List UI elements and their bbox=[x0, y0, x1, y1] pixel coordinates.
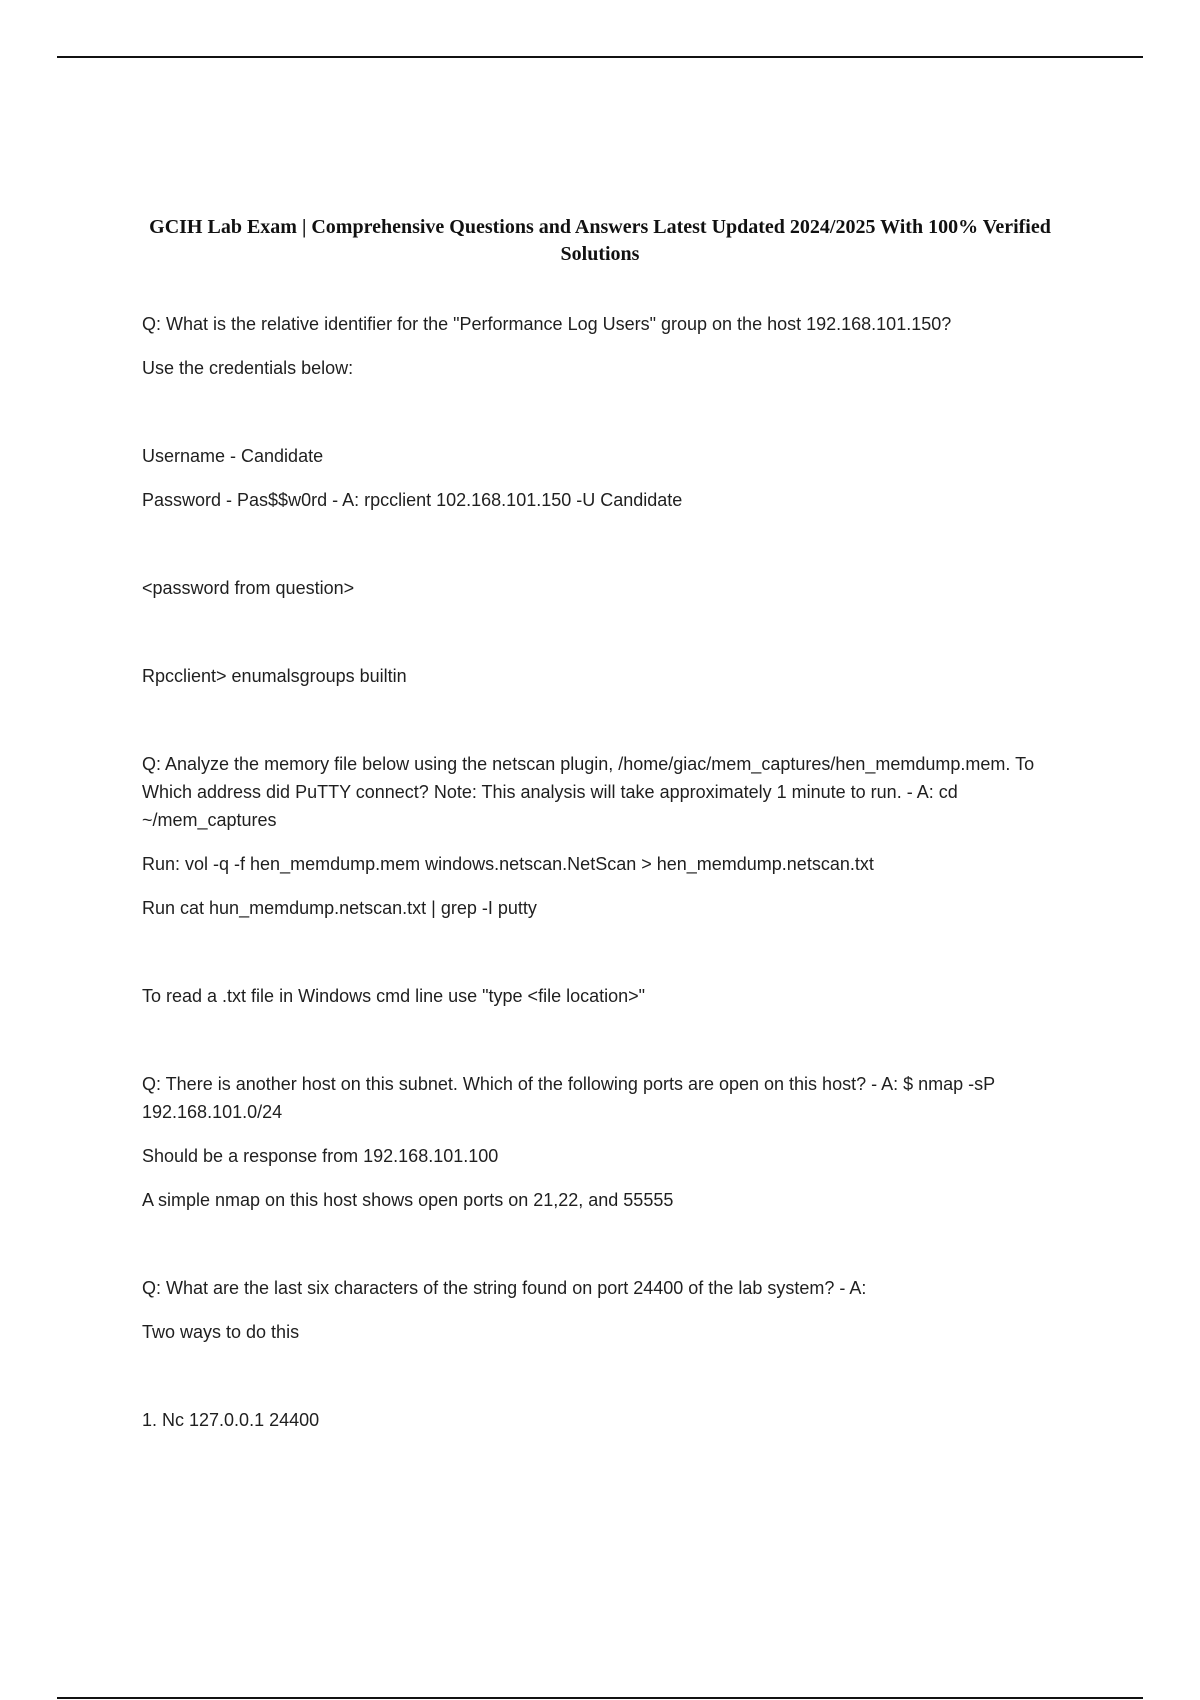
spacer bbox=[142, 618, 1072, 662]
spacer bbox=[142, 1362, 1072, 1406]
grep-command-line: Run cat hun_memdump.netscan.txt | grep -I putty bbox=[142, 898, 537, 918]
spacer bbox=[142, 938, 1072, 982]
nmap-response-line: Should be a response from 192.168.101.100 bbox=[142, 1146, 499, 1166]
top-rule bbox=[57, 56, 1143, 58]
password-answer-line: Password - Pas$$w0rd - A: rpcclient 102.168.101.150 -U Candidate bbox=[142, 490, 683, 510]
bottom-rule bbox=[57, 1697, 1143, 1699]
spacer bbox=[142, 1230, 1072, 1274]
question-2: Q: Analyze the memory file below using the netscan plugin, /home/giac/mem_captures/hen_memdump.mem. To Which address did PuTTY connect? Note: This analysis will take approximately 1 minute to run. - A: cd ~/mem_captures bbox=[142, 754, 1035, 830]
two-ways-line: Two ways to do this bbox=[142, 1322, 300, 1342]
spacer bbox=[142, 706, 1072, 750]
credentials-intro: Use the credentials below: bbox=[142, 358, 354, 378]
username-line: Username - Candidate bbox=[142, 446, 324, 466]
spacer bbox=[142, 530, 1072, 574]
document-body bbox=[142, 310, 1072, 1450]
password-placeholder-line: <password from question> bbox=[142, 578, 355, 598]
spacer bbox=[142, 398, 1072, 442]
question-1: Q: What is the relative identifier for the "Performance Log Users" group on the host 192.168.101.150? bbox=[142, 314, 952, 334]
rpcclient-command-line: Rpcclient> enumalsgroups builtin bbox=[142, 666, 407, 686]
netcat-step-line: 1. Nc 127.0.0.1 24400 bbox=[142, 1410, 320, 1430]
spacer bbox=[142, 1026, 1072, 1070]
vol-command-line: Run: vol -q -f hen_memdump.mem windows.netscan.NetScan > hen_memdump.netscan.txt bbox=[142, 854, 874, 874]
document-title: GCIH Lab Exam | Comprehensive Questions and Answers Latest Updated 2024/2025 With 100% Verified Solutions bbox=[149, 216, 1051, 265]
open-ports-line: A simple nmap on this host shows open ports on 21,22, and 55555 bbox=[142, 1190, 674, 1210]
question-4: Q: What are the last six characters of the string found on port 24400 of the lab system? - A: bbox=[142, 1278, 867, 1298]
question-3: Q: There is another host on this subnet. Which of the following ports are open on this host? - A: $ nmap -sP 192.168.101.0/24 bbox=[142, 1074, 995, 1122]
windows-type-note: To read a .txt file in Windows cmd line use "type <file location>" bbox=[142, 986, 646, 1006]
